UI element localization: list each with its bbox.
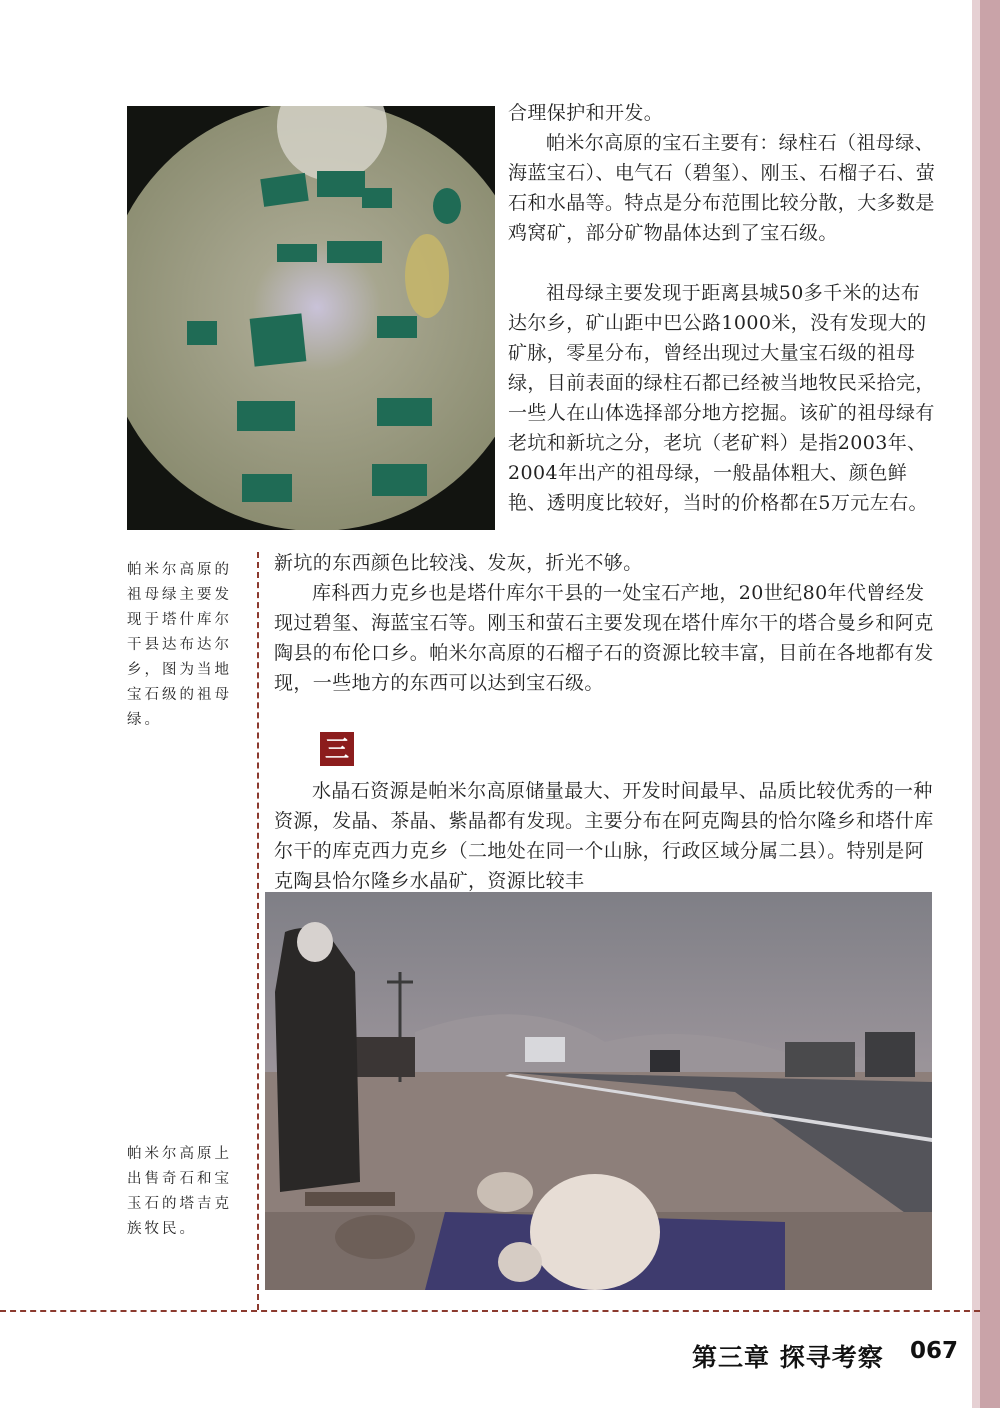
paragraph-crystal: 水晶石资源是帕米尔高原储量最大、开发时间最早、品质比较优秀的一种资源，发晶、茶晶、紫晶都有发现。主要分布在阿克陶县的恰尔隆乡和塔什库尔干的库克西力克乡（二地处在同一个山脉，行政区域分属二县）。特别是阿克陶县恰尔隆乡水晶矿，资源比较丰 — [274, 780, 934, 892]
page-edge-band — [972, 0, 1000, 1408]
caption-divider-vertical — [257, 552, 259, 1310]
footer-divider — [0, 1310, 980, 1312]
paragraph-emerald: 祖母绿主要发现于距离县城50多千米的达布达尔乡，矿山距中巴公路1000米，没有发现大的矿脉，零星分布，曾经出现过大量宝石级的祖母绿，目前表面的绿柱石都已经被当地牧民采拾完，一些人在山体选择部分地方挖掘。该矿的祖母绿有老坑和新坑之分，老坑（老矿料）是指2003年、2004年出产的祖母绿，一般晶体粗大、颜色鲜艳、透明度比较好，当时的价格都在5万元左右。 — [508, 282, 935, 514]
caption-herders: 帕米尔高原上出售奇石和宝玉石的塔吉克族牧民。 — [127, 1146, 232, 1237]
section-number-badge: 三 — [320, 732, 354, 766]
chapter-title: 第三章 探寻考察 — [692, 1343, 884, 1372]
herders-photo — [265, 892, 932, 1290]
page-number: 067 — [910, 1338, 959, 1364]
paragraph-intro: 合理保护和开发。 — [508, 102, 664, 124]
caption-emerald: 帕米尔高原的祖母绿主要发现于塔什库尔干县达布达尔乡，图为当地宝石级的祖母绿。 — [127, 562, 232, 728]
herders-photo-art — [265, 892, 932, 1290]
paragraph-other-gems: 库科西力克乡也是塔什库尔干县的一处宝石产地，20世纪80年代曾经发现过碧玺、海蓝宝石等。刚玉和萤石主要发现在塔什库尔干的塔合曼乡和阿克陶县的布伦口乡。帕米尔高原的石榴子石的资源比较丰富，目前在各地都有发现，一些地方的东西可以达到宝石级。 — [274, 582, 934, 694]
emerald-photo — [127, 106, 495, 530]
paragraph-gem-types: 帕米尔高原的宝石主要有：绿柱石（祖母绿、海蓝宝石）、电气石（碧玺）、刚玉、石榴子石、萤石和水晶等。特点是分布范围比较分散，大多数是鸡窝矿，部分矿物晶体达到了宝石级。 — [508, 132, 936, 244]
paragraph-emerald-continued: 新坑的东西颜色比较浅、发灰，折光不够。 — [274, 552, 643, 574]
emerald-photo-art — [127, 106, 495, 530]
